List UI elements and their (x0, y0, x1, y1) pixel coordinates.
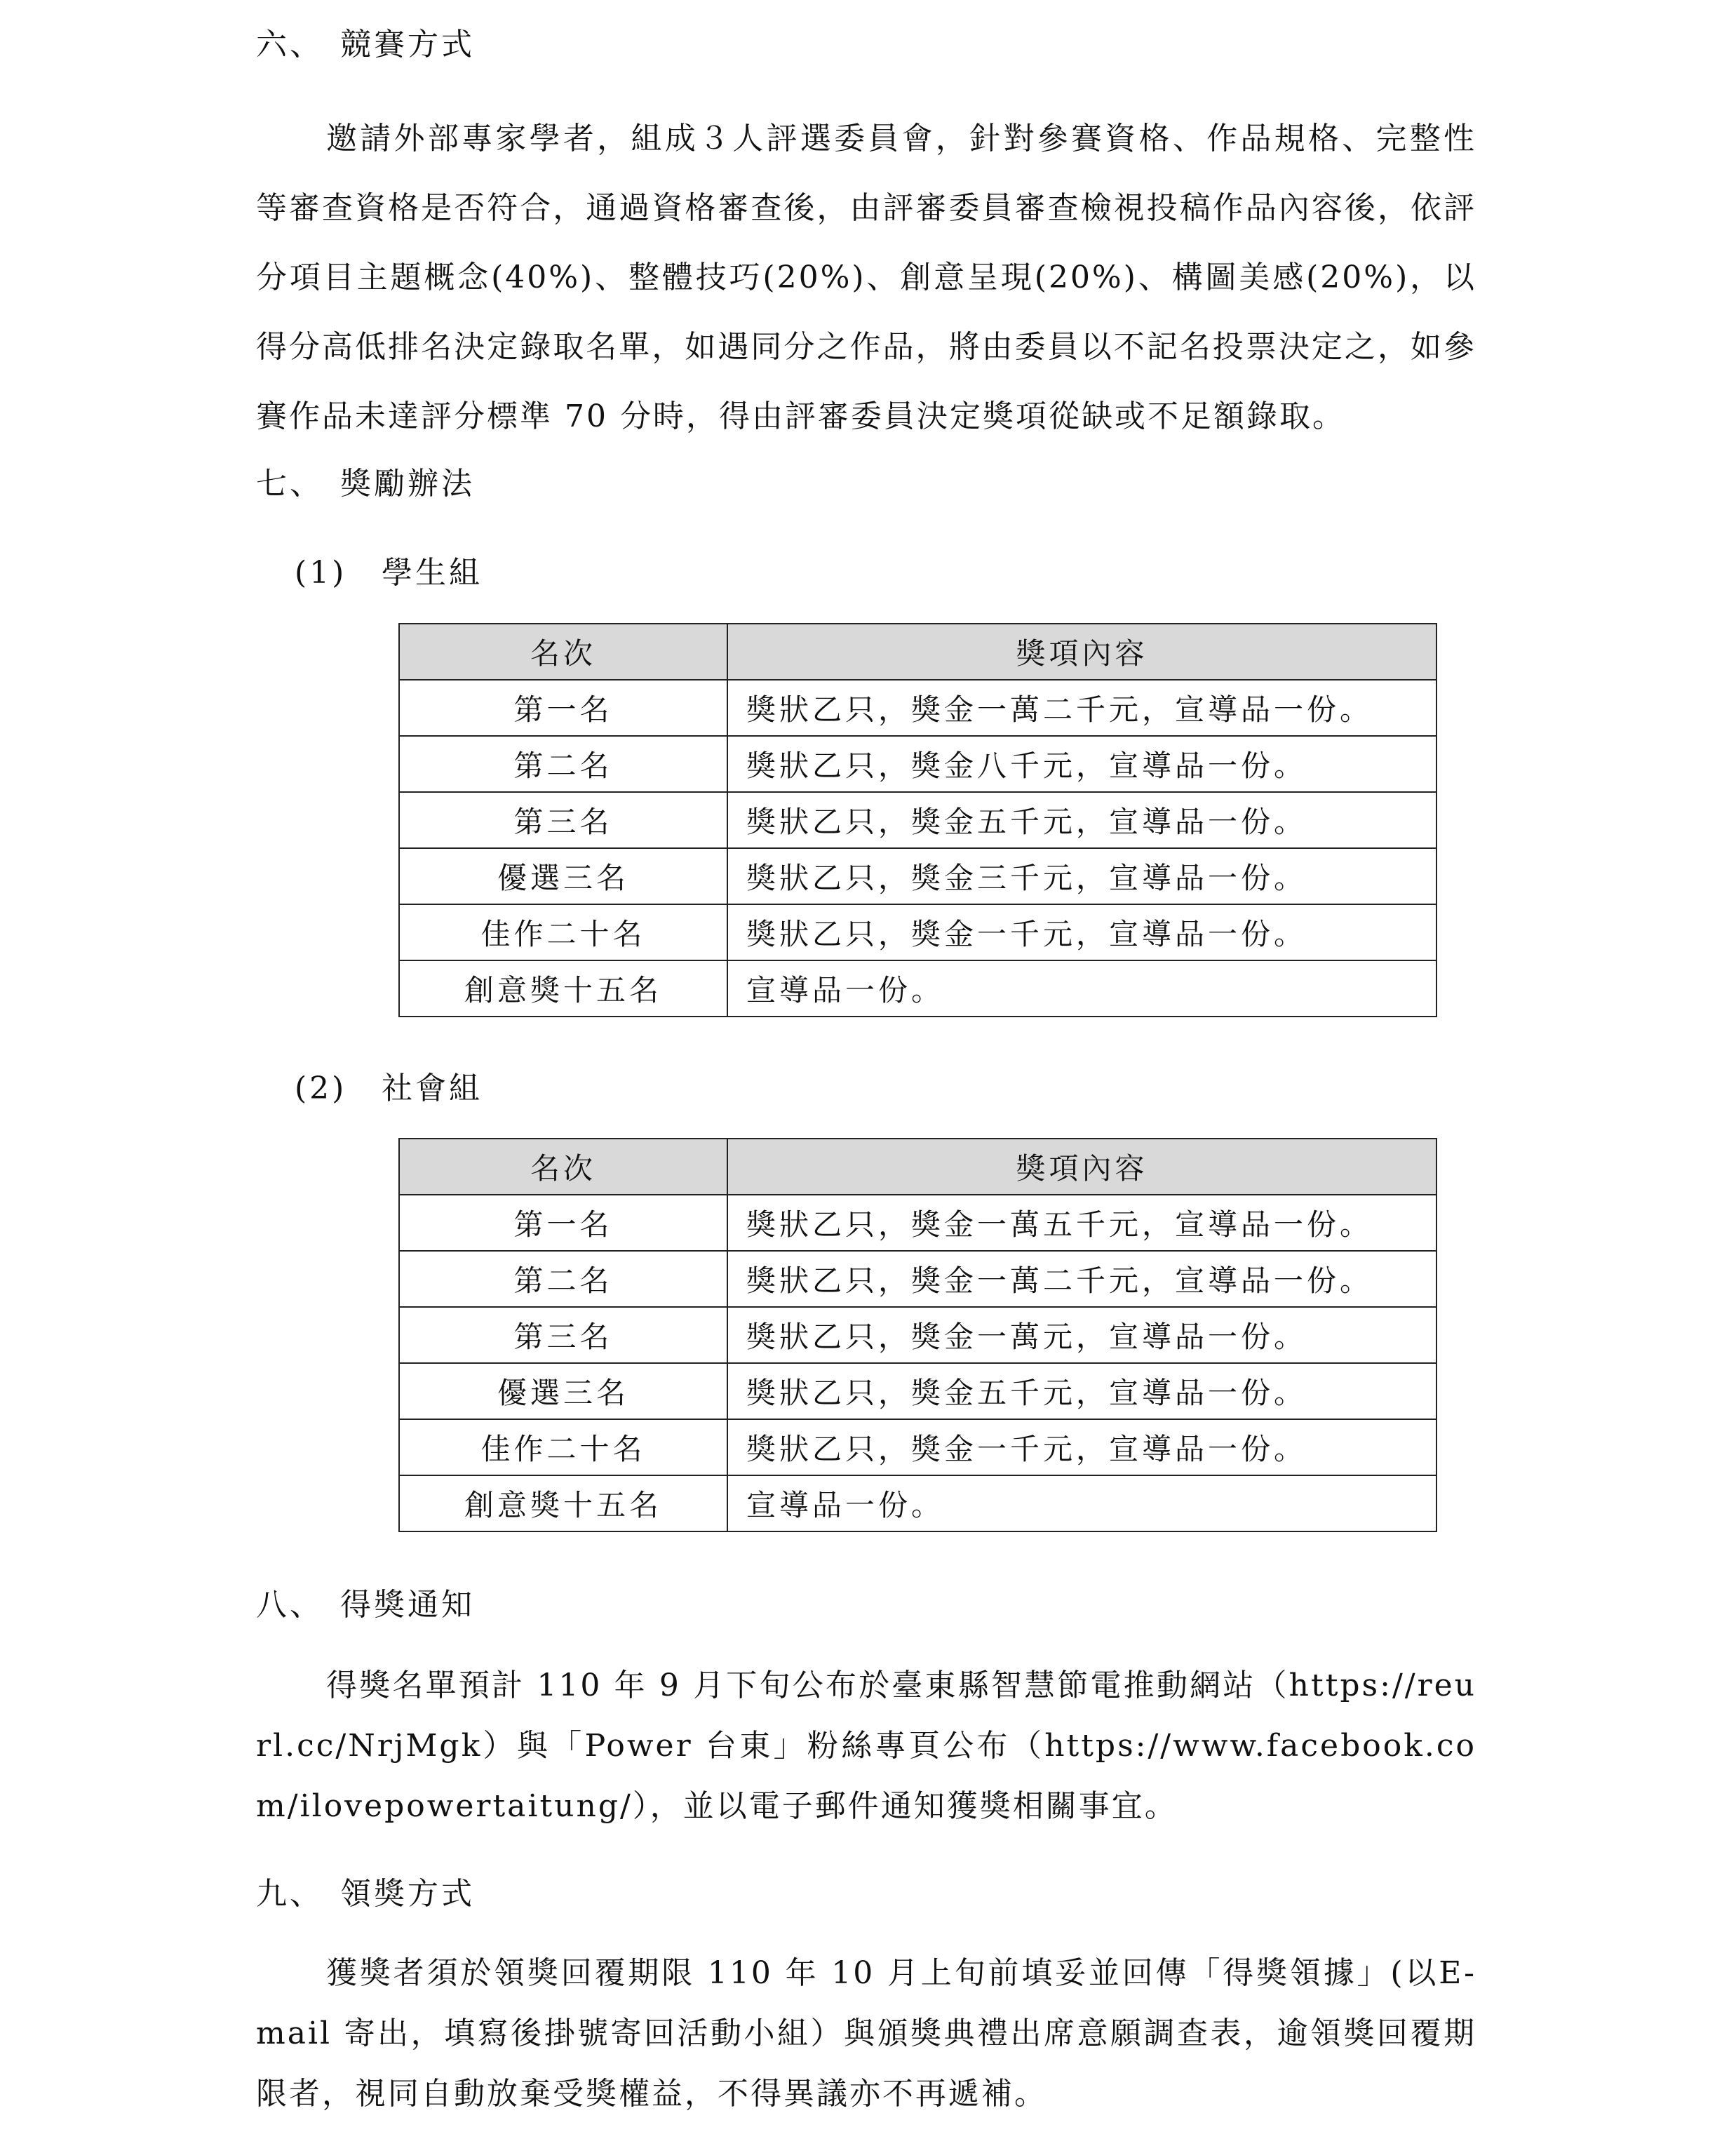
rank-cell: 優選三名 (399, 1363, 727, 1419)
section-7-title: 獎勵辦法 (340, 466, 475, 502)
section-7-heading (256, 466, 475, 502)
section-6-number: 六、 (256, 27, 323, 62)
table-row (399, 1363, 1436, 1419)
prize-cell: 獎狀乙只，獎金一萬五千元，宣導品一份。 (727, 1195, 1436, 1251)
rank-cell: 第二名 (399, 1251, 727, 1307)
rank-cell: 佳作二十名 (399, 1419, 727, 1475)
table-row (399, 680, 1436, 736)
table-header-row (399, 1139, 1436, 1195)
table-row (399, 1195, 1436, 1251)
table-row (399, 1307, 1436, 1363)
section-9-number: 九、 (256, 1876, 323, 1912)
prize-cell: 宣導品一份。 (727, 960, 1436, 1017)
header-rank: 名次 (399, 624, 727, 680)
section-9-body: 獲獎者須於領獎回覆期限 110 年 10 月上旬前填妥並回傳「得獎領據」(以E-mail 寄出，填寫後掛號寄回活動小組）與頒獎典禮出席意願調查表，逾領獎回覆期限者，視同自動放棄受獎權益，不得異議亦不再遞補。 (256, 1955, 1476, 2112)
header-prize: 獎項內容 (727, 624, 1436, 680)
student-group-heading (295, 555, 483, 591)
rank-cell: 優選三名 (399, 848, 727, 904)
section-8-title: 得獎通知 (340, 1587, 475, 1623)
prize-cell: 獎狀乙只，獎金一萬二千元，宣導品一份。 (727, 1251, 1436, 1307)
prize-cell: 獎狀乙只，獎金一千元，宣導品一份。 (727, 1419, 1436, 1475)
table-row (399, 1475, 1436, 1531)
public-award-table (398, 1138, 1437, 1532)
rank-cell: 第二名 (399, 736, 727, 792)
rank-cell: 第三名 (399, 792, 727, 848)
prize-cell: 獎狀乙只，獎金一萬元，宣導品一份。 (727, 1307, 1436, 1363)
table-row (399, 1251, 1436, 1307)
prize-cell: 獎狀乙只，獎金八千元，宣導品一份。 (727, 736, 1436, 792)
prize-cell: 獎狀乙只，獎金三千元，宣導品一份。 (727, 848, 1436, 904)
public-group-heading (295, 1073, 483, 1104)
rank-cell: 創意獎十五名 (399, 1475, 727, 1531)
section-9-heading (256, 1876, 475, 1912)
student-group-label: 學生組 (382, 555, 483, 591)
table-row (399, 904, 1436, 960)
prize-cell: 獎狀乙只，獎金五千元，宣導品一份。 (727, 1363, 1436, 1419)
prize-cell: 獎狀乙只，獎金一萬二千元，宣導品一份。 (727, 680, 1436, 736)
table-row (399, 736, 1436, 792)
rank-cell: 第一名 (399, 1195, 727, 1251)
table-row (399, 848, 1436, 904)
section-7-number: 七、 (256, 466, 323, 502)
student-group-index: (1) (295, 555, 347, 591)
section-6-title: 競賽方式 (340, 27, 475, 62)
table-row (399, 792, 1436, 848)
student-award-table (398, 623, 1437, 1017)
header-prize: 獎項內容 (727, 1139, 1436, 1195)
section-8-heading (256, 1587, 475, 1623)
section-6-body: 邀請外部專家學者，組成３人評選委員會，針對參賽資格、作品規格、完整性等審查資格是否符合，通過資格審查後，由評審委員審查檢視投稿作品內容後，依評分項目主題概念(40%)、整體技巧(20%)、創意呈現(20%)、構圖美感(20%)，以得分高低排名決定錄取名單，如遇同分之作品，將由委員以不記名投票決定之，如參賽作品未達評分標準 70 分時，得由評審委員決定獎項從缺或不足額錄取。 (256, 121, 1476, 434)
public-group-label: 社會組 (382, 1071, 483, 1106)
public-group-index: (2) (295, 1071, 347, 1106)
rank-cell: 創意獎十五名 (399, 960, 727, 1017)
table-row (399, 960, 1436, 1017)
prize-cell: 獎狀乙只，獎金五千元，宣導品一份。 (727, 792, 1436, 848)
prize-cell: 獎狀乙只，獎金一千元，宣導品一份。 (727, 904, 1436, 960)
section-8-number: 八、 (256, 1587, 323, 1623)
rank-cell: 第三名 (399, 1307, 727, 1363)
section-8-body: 得獎名單預計 110 年 9 月下旬公布於臺東縣智慧節電推動網站（https://reurl.cc/NrjMgk）與「Power 台東」粉絲專頁公布（https://www.facebook.com/ilovepowertaitung/），並以電子郵件通知獲獎相關事宜。 (256, 1668, 1476, 1824)
section-6-heading (256, 29, 475, 60)
rank-cell: 佳作二十名 (399, 904, 727, 960)
table-header-row (399, 624, 1436, 680)
rank-cell: 第一名 (399, 680, 727, 736)
header-rank: 名次 (399, 1139, 727, 1195)
table-row (399, 1419, 1436, 1475)
prize-cell: 宣導品一份。 (727, 1475, 1436, 1531)
section-9-title: 領獎方式 (340, 1876, 475, 1912)
